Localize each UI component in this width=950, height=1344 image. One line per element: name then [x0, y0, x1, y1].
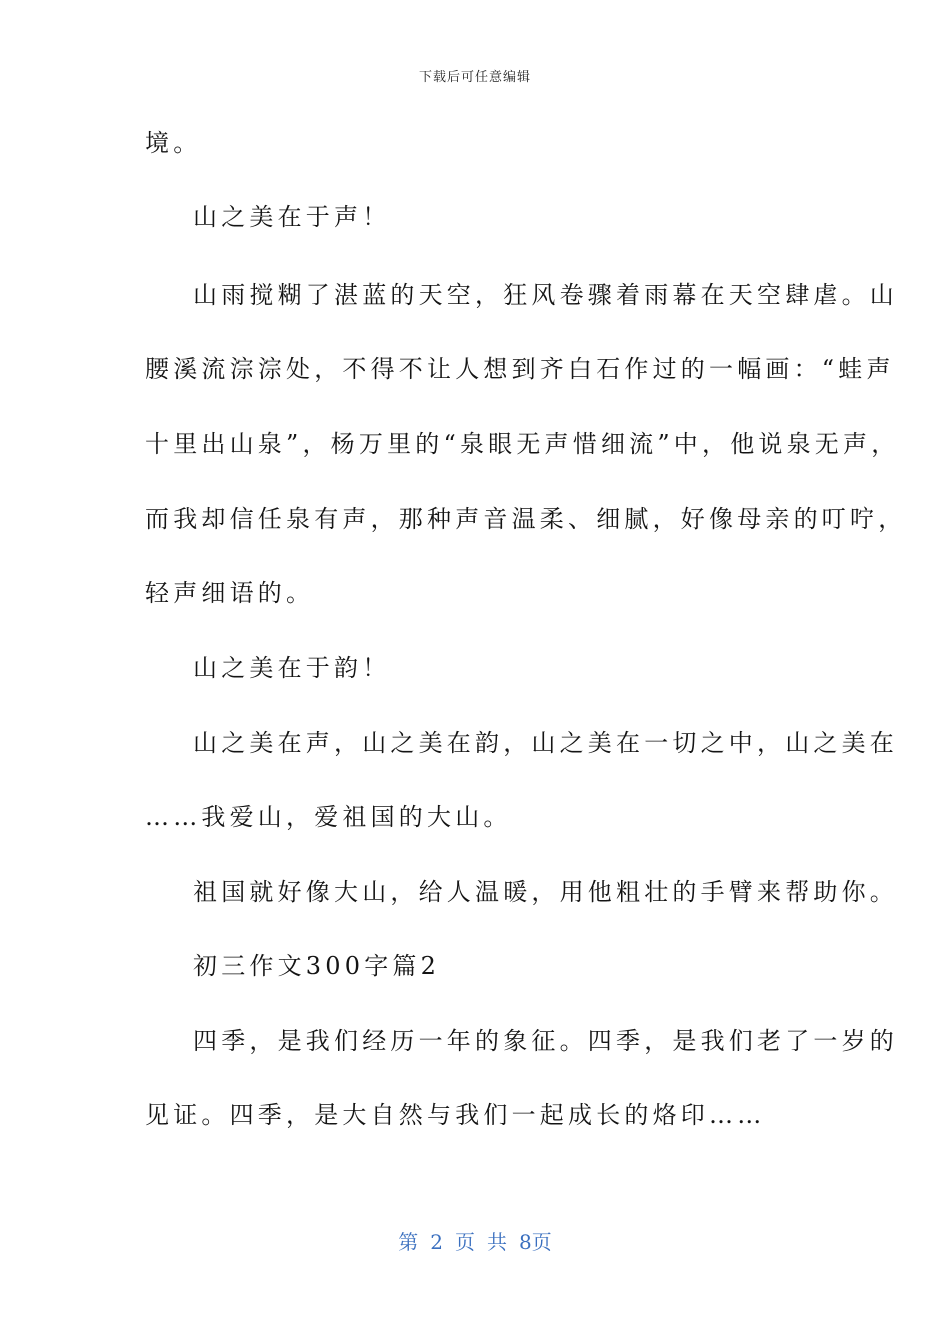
text-line: 祖国就好像大山，给人温暖，用他粗壮的手臂来帮助你。: [193, 878, 898, 906]
text-line: 山雨搅糊了湛蓝的天空，狂风卷骤着雨幕在天空肆虐。山: [193, 281, 898, 309]
section-heading: 山之美在于韵！: [193, 654, 391, 682]
text-line: ……我爱山，爱祖国的大山。: [145, 803, 512, 831]
text-line: 十里出山泉”，杨万里的“泉眼无声惜细流”中，他说泉无声，: [145, 430, 900, 458]
page-unit: 页: [455, 1230, 475, 1254]
text-line: 山之美在声，山之美在韵，山之美在一切之中，山之美在: [193, 729, 898, 757]
text-line: 见证。四季，是大自然与我们一起成长的烙印……: [145, 1101, 766, 1129]
text-line: 四季，是我们经历一年的象征。四季，是我们老了一岁的: [193, 1027, 898, 1055]
page-footer: [0, 1226, 950, 1255]
text-line: 而我却信任泉有声，那种声音温柔、细腻，好像母亲的叮咛，: [145, 505, 907, 533]
text-line: 境。: [145, 129, 202, 157]
page-number: 2: [430, 1230, 443, 1254]
text-line: 腰溪流淙淙处，不得不让人想到齐白石作过的一幅画：“蛙声: [145, 355, 895, 383]
total-pages: 8页: [519, 1230, 552, 1254]
page-label: 第: [398, 1230, 419, 1254]
section-heading: 山之美在于声！: [193, 203, 391, 231]
text-line: 轻声细语的。: [145, 579, 315, 607]
page-header-note: 下载后可任意编辑: [418, 70, 531, 85]
total-label: 共: [487, 1230, 507, 1254]
essay-title: 初三作文300字篇2: [193, 952, 441, 980]
